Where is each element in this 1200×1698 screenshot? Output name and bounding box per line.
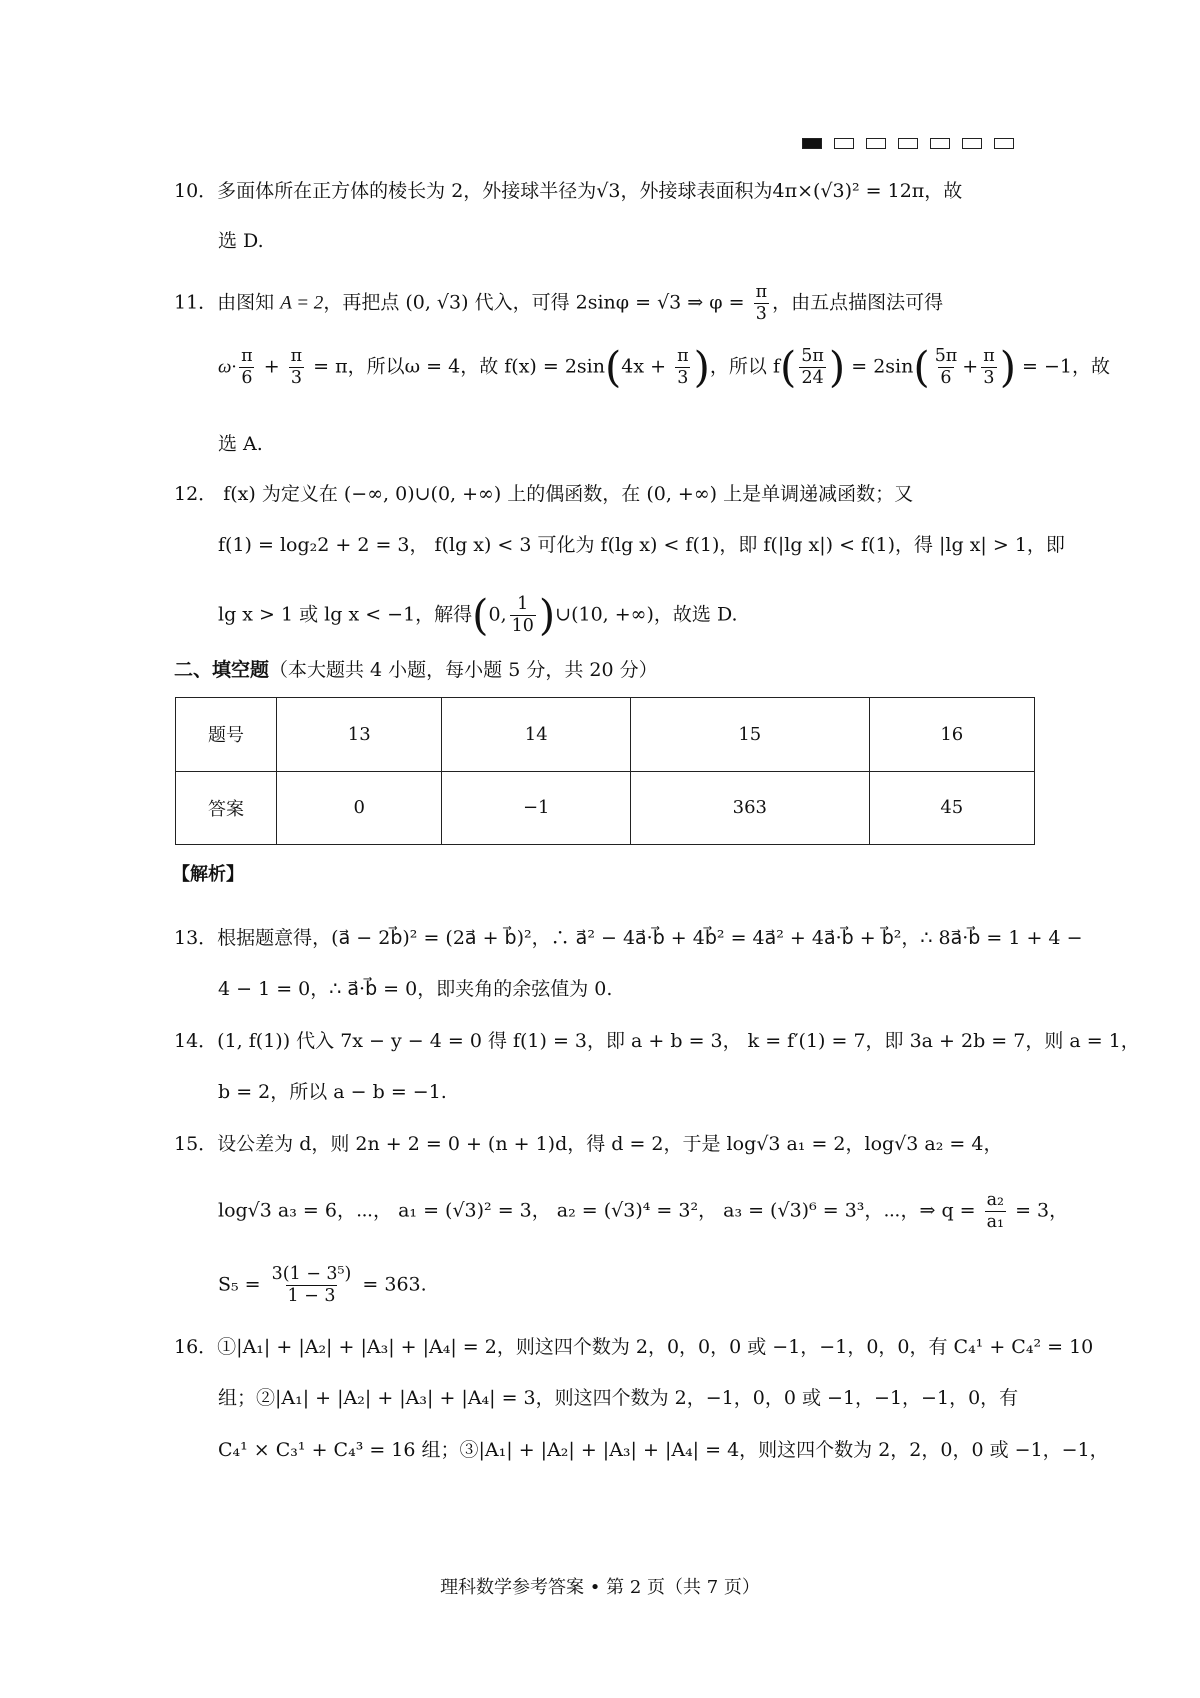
table-cell: 363 bbox=[631, 771, 870, 845]
table-cell: 45 bbox=[869, 771, 1034, 845]
q15-text: = 3， bbox=[1009, 1199, 1069, 1222]
table-cell: 15 bbox=[631, 698, 870, 772]
numerator: 5π bbox=[801, 346, 824, 366]
progress-square-filled bbox=[802, 138, 822, 149]
fraction bbox=[981, 346, 996, 389]
q11-text: ，再把点 (0, √3) 代入，可得 2sinφ = √3 ⇒ φ = bbox=[323, 291, 751, 314]
numerator: a₂ bbox=[986, 1190, 1005, 1210]
right-paren: ) bbox=[538, 590, 556, 640]
q12-text: 0, bbox=[488, 603, 507, 626]
section-title-text: 二、填空题 bbox=[174, 659, 270, 681]
analysis-label: 【解析】 bbox=[172, 864, 244, 885]
denominator: 6 bbox=[241, 367, 253, 388]
q15-line-2 bbox=[218, 1190, 1068, 1233]
q11-math: ω· bbox=[218, 356, 237, 378]
q16-line-3: C₄¹ × C₃¹ + C₄³ = 16 组；③|A₁| + |A₂| + |A₃| + |A₄| = 4，则这四个数为 2，2，0，0 或 −1，−1， bbox=[218, 1439, 1109, 1461]
q13-line-1: 13．根据题意得，(a⃗ − 2b⃗)² = (2a⃗ + b⃗)²，∴ a⃗² − 4a⃗·b⃗ + 4b⃗² = 4a⃗² + 4a⃗·b⃗ + b⃗²，∴ 8a⃗·b⃗ = 1 + 4 − bbox=[174, 927, 1083, 949]
q13-line-2: 4 − 1 = 0，∴ a⃗·b⃗ = 0，即夹角的余弦值为 0. bbox=[218, 978, 613, 1000]
q11-text: = 2sin bbox=[845, 355, 914, 378]
answer-table bbox=[175, 697, 1035, 845]
denominator: 3 bbox=[983, 367, 995, 388]
numerator: π bbox=[290, 346, 303, 366]
q11-math: A = 2 bbox=[280, 292, 324, 314]
progress-square bbox=[866, 138, 886, 149]
q12-text: lg x > 1 或 lg x < −1，解得 bbox=[218, 603, 473, 626]
progress-square bbox=[962, 138, 982, 149]
section-note: （本大题共 4 小题，每小题 5 分，共 20 分） bbox=[269, 659, 658, 681]
q12-line-3 bbox=[218, 590, 738, 640]
q15-line-1: 15．设公差为 d，则 2n + 2 = 0 + (n + 1)d，得 d = 2，于是 log√3 a₁ = 2，log√3 a₂ = 4， bbox=[174, 1133, 1003, 1155]
q11-text: = −1，故 bbox=[1016, 355, 1111, 378]
q10-line-2: 选 D. bbox=[218, 230, 264, 252]
q12-text: ∪(10, +∞)，故选 D. bbox=[555, 603, 738, 626]
q14-line-1: 14．(1, f(1)) 代入 7x − y − 4 = 0 得 f(1) = 3，即 a + b = 3， k = f′(1) = 7，即 3a + 2b = 7，则 a = 1， bbox=[174, 1030, 1140, 1052]
fraction bbox=[985, 1190, 1006, 1233]
numerator: π bbox=[241, 346, 253, 366]
table-cell: 0 bbox=[277, 771, 442, 845]
table-cell: 16 bbox=[869, 698, 1034, 772]
section-title bbox=[174, 655, 658, 682]
left-paren: ( bbox=[913, 342, 930, 392]
q15-text: S₅ = bbox=[218, 1273, 267, 1296]
q15-text: log√3 a₃ = 6，⋯， a₁ = (√3)² = 3， a₂ = (√3)⁴ = 3²， a₃ = (√3)⁶ = 3³，⋯，⇒ q = bbox=[218, 1199, 982, 1222]
fraction bbox=[270, 1264, 354, 1307]
denominator: a₁ bbox=[986, 1211, 1005, 1232]
numerator: π bbox=[677, 346, 689, 366]
right-paren: ) bbox=[693, 342, 710, 392]
q11-text: = π，所以ω = 4，故 f(x) = 2sin bbox=[307, 355, 605, 378]
numerator: π bbox=[983, 346, 995, 366]
q15-text: = 363. bbox=[356, 1273, 427, 1296]
fraction bbox=[933, 346, 960, 389]
fraction bbox=[510, 594, 536, 637]
table-cell: 14 bbox=[442, 698, 631, 772]
right-paren: ) bbox=[999, 342, 1017, 392]
q12-line-2: f(1) = log₂2 + 2 = 3， f(lg x) < 3 可化为 f(lg x) < f(1)，即 f(|lg x|) < f(1)，得 |lg x| > 1，即 bbox=[218, 534, 1065, 556]
q11-text: ，由五点描图法可得 bbox=[772, 291, 944, 314]
q11-line-2: ω· $\frac{\pi}{6}$ + $\frac{\pi}{3}$ = π，所以ω = 4，故 f(x) = 2sin(4x + $\frac{\pi}{3}$ )，所以 f( $\frac{5\pi}{24}$ ) = 2sin( $\frac{5\pi}{6}$ + $\frac{\pi}{3}$ ) = −1，故 bbox=[218, 342, 1111, 392]
table-row bbox=[176, 771, 1035, 845]
q16-line-2: 组；②|A₁| + |A₂| + |A₃| + |A₄| = 3，则这四个数为 2，−1，0，0 或 −1，−1，−1，0，有 bbox=[218, 1387, 1019, 1409]
table-cell: 13 bbox=[277, 698, 442, 772]
q11-text: + bbox=[257, 355, 286, 378]
q12-line-1: 12． f(x) 为定义在 (−∞, 0)∪(0, +∞) 上的偶函数，在 (0, +∞) 上是单调递减函数；又 bbox=[174, 483, 914, 505]
fraction bbox=[239, 346, 254, 389]
q11-text: 4x + bbox=[621, 355, 673, 378]
progress-square bbox=[930, 138, 950, 149]
q11-line-3: 选 A. bbox=[218, 433, 263, 455]
left-paren: ( bbox=[604, 342, 622, 392]
fraction bbox=[754, 282, 769, 325]
q16-line-1: 16．①|A₁| + |A₂| + |A₃| + |A₄| = 2，则这四个数为 2，0，0，0 或 −1，−1，0，0，有 C₄¹ + C₄² = 10 bbox=[174, 1336, 1094, 1358]
q11-text: ，所以 f bbox=[709, 355, 780, 378]
denominator: 10 bbox=[511, 615, 534, 636]
denominator: 3 bbox=[677, 367, 689, 388]
q10-line-1: 10．多面体所在正方体的棱长为 2，外接球半径为√3，外接球表面积为4π×(√3)² = 12π，故 bbox=[174, 180, 963, 202]
fraction bbox=[289, 346, 304, 389]
progress-square bbox=[898, 138, 918, 149]
table-row bbox=[176, 698, 1035, 772]
denominator: 1 − 3 bbox=[287, 1285, 336, 1306]
q14-line-2: b = 2，所以 a − b = −1. bbox=[218, 1081, 447, 1103]
left-paren: ( bbox=[472, 590, 489, 640]
fraction bbox=[799, 346, 826, 389]
q11-text: 11．由图知 bbox=[174, 291, 281, 314]
page-footer: 理科数学参考答案 • 第 2 页（共 7 页） bbox=[440, 1577, 760, 1598]
table-cell: −1 bbox=[442, 771, 631, 845]
right-paren: ) bbox=[828, 342, 846, 392]
numerator: 1 bbox=[517, 594, 529, 614]
numerator: 5π bbox=[934, 346, 958, 366]
q11-line-1 bbox=[174, 282, 943, 325]
denominator: 24 bbox=[801, 367, 824, 388]
row-label-number: 题号 bbox=[176, 698, 277, 772]
progress-square bbox=[994, 138, 1014, 149]
denominator: 6 bbox=[940, 367, 952, 388]
row-label-answer: 答案 bbox=[176, 771, 277, 845]
numerator: 3(1 − 3⁵) bbox=[271, 1264, 352, 1284]
left-paren: ( bbox=[779, 342, 797, 392]
fraction bbox=[675, 346, 690, 389]
page-progress-indicator bbox=[802, 138, 1014, 149]
denominator: 3 bbox=[290, 367, 302, 388]
numerator: π bbox=[755, 282, 768, 302]
progress-square bbox=[834, 138, 854, 149]
q15-line-3 bbox=[218, 1264, 427, 1307]
denominator: 3 bbox=[755, 303, 767, 324]
